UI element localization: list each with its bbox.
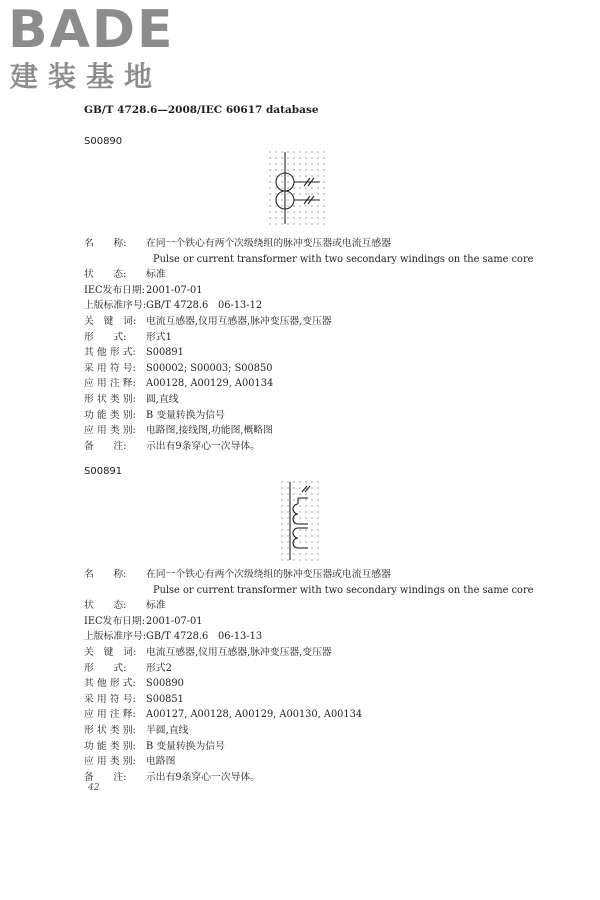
field-row: 状 态: 标准 bbox=[84, 600, 166, 612]
grid-dot bbox=[311, 481, 312, 482]
grid-dot bbox=[317, 535, 318, 536]
grid-dot bbox=[275, 157, 276, 158]
grid-dot bbox=[269, 175, 270, 176]
grid-dot bbox=[269, 163, 270, 164]
grid-dot bbox=[299, 493, 300, 494]
grid-dot bbox=[269, 193, 270, 194]
grid-dot bbox=[317, 493, 318, 494]
grid-dot bbox=[305, 511, 306, 512]
grid-dot bbox=[317, 505, 318, 506]
grid-dot bbox=[317, 511, 318, 512]
grid-dot bbox=[305, 193, 306, 194]
grid-dot bbox=[293, 157, 294, 158]
grid-dot bbox=[287, 529, 288, 530]
field-row: 其 他 形 式: S00891 bbox=[84, 347, 184, 359]
grid-dot bbox=[317, 217, 318, 218]
grid-dot bbox=[281, 499, 282, 500]
grid-dot bbox=[281, 157, 282, 158]
grid-dot bbox=[287, 199, 288, 200]
grid-dot bbox=[275, 163, 276, 164]
grid-dot bbox=[305, 517, 306, 518]
grid-dot bbox=[281, 511, 282, 512]
grid-dot bbox=[323, 211, 324, 212]
grid-dot bbox=[281, 217, 282, 218]
grid-dot bbox=[311, 505, 312, 506]
grid-dot bbox=[311, 553, 312, 554]
grid-dot bbox=[311, 529, 312, 530]
grid-dot bbox=[281, 187, 282, 188]
grid-dot bbox=[323, 199, 324, 200]
grid-dot bbox=[317, 517, 318, 518]
grid-dot bbox=[299, 511, 300, 512]
grid-dot bbox=[311, 487, 312, 488]
grid-dot bbox=[287, 193, 288, 194]
grid-dot bbox=[311, 217, 312, 218]
grid-dot bbox=[287, 523, 288, 524]
grid-dot bbox=[287, 163, 288, 164]
field-row: 功 能 类 别: B 变量转换为信号 bbox=[84, 409, 225, 421]
grid-dot bbox=[287, 541, 288, 542]
grid-dot bbox=[305, 499, 306, 500]
grid-dot bbox=[317, 169, 318, 170]
grid-dot bbox=[323, 163, 324, 164]
grid-dot bbox=[281, 481, 282, 482]
bade-logo bbox=[8, 2, 183, 94]
field-row: 形 式: 形式2 bbox=[84, 662, 172, 674]
field-row: 关 键 词: 电流互感器,仪用互感器,脉冲变压器,变压器 bbox=[84, 646, 332, 658]
grid-dot bbox=[311, 535, 312, 536]
grid-dot bbox=[269, 211, 270, 212]
grid-dot bbox=[305, 205, 306, 206]
grid-dot bbox=[287, 505, 288, 506]
grid-dot bbox=[311, 511, 312, 512]
grid-dot bbox=[287, 535, 288, 536]
grid-dot bbox=[269, 187, 270, 188]
grid-dot bbox=[299, 151, 300, 152]
grid-dot bbox=[323, 193, 324, 194]
grid-dot bbox=[317, 163, 318, 164]
grid-dot bbox=[281, 505, 282, 506]
grid-dot bbox=[305, 211, 306, 212]
grid-dot bbox=[287, 181, 288, 182]
grid-dot bbox=[311, 517, 312, 518]
grid-dot bbox=[287, 151, 288, 152]
grid-dot bbox=[311, 205, 312, 206]
grid-dot bbox=[293, 187, 294, 188]
grid-dot bbox=[317, 547, 318, 548]
symbol-id-s00890: S00890 bbox=[84, 136, 123, 147]
grid-dot bbox=[299, 157, 300, 158]
grid-dot bbox=[311, 541, 312, 542]
grid-dot bbox=[311, 187, 312, 188]
grid-dot bbox=[281, 523, 282, 524]
grid-dot bbox=[281, 529, 282, 530]
logo-text-cn: 建装基地 bbox=[10, 60, 163, 93]
grid-dot bbox=[305, 541, 306, 542]
grid-dot bbox=[281, 181, 282, 182]
grid-dot bbox=[311, 223, 312, 224]
grid-dot bbox=[287, 547, 288, 548]
grid-dot bbox=[305, 559, 306, 560]
grid-dot bbox=[287, 487, 288, 488]
grid-dot bbox=[287, 511, 288, 512]
grid-dot bbox=[317, 481, 318, 482]
grid-dot bbox=[299, 559, 300, 560]
page-number: 42 bbox=[88, 783, 100, 793]
grid-dot bbox=[281, 547, 282, 548]
entry-s00890 bbox=[84, 236, 534, 454]
grid-dot bbox=[299, 175, 300, 176]
field-row: 状 态: 标准 bbox=[84, 269, 166, 281]
grid-dot bbox=[317, 211, 318, 212]
grid-dot bbox=[305, 187, 306, 188]
symbol-diagram-s00890 bbox=[268, 150, 330, 230]
grid-dot bbox=[275, 217, 276, 218]
grid-dot bbox=[287, 175, 288, 176]
grid-dot bbox=[287, 211, 288, 212]
grid-dot bbox=[293, 499, 294, 500]
field-row: 应 用 类 别: 电路图,接线图,功能图,概略图 bbox=[84, 425, 273, 437]
grid-dot bbox=[305, 169, 306, 170]
grid-dot bbox=[323, 157, 324, 158]
grid-dot bbox=[269, 199, 270, 200]
entry-s00891 bbox=[84, 567, 534, 785]
grid-dot bbox=[293, 223, 294, 224]
grid-dot bbox=[317, 559, 318, 560]
grid-dot bbox=[317, 205, 318, 206]
grid-dot bbox=[323, 217, 324, 218]
grid-dot bbox=[287, 205, 288, 206]
grid-dot bbox=[281, 487, 282, 488]
field-row: IEC发布日期: 2001-07-01 bbox=[84, 284, 203, 296]
grid-dot bbox=[293, 523, 294, 524]
grid-dot bbox=[299, 487, 300, 488]
grid-dot bbox=[323, 151, 324, 152]
field-row: 名 称: 在同一个铁心有两个次级绕组的脉冲变压器或电流互感器 bbox=[84, 238, 391, 249]
grid-dot bbox=[311, 157, 312, 158]
grid-dot bbox=[293, 193, 294, 194]
grid-dot bbox=[299, 169, 300, 170]
grid-dot bbox=[293, 205, 294, 206]
grid-dot bbox=[299, 211, 300, 212]
grid-dot bbox=[281, 211, 282, 212]
grid-dot bbox=[311, 163, 312, 164]
grid-dot bbox=[293, 175, 294, 176]
grid-dot bbox=[293, 169, 294, 170]
grid-dot bbox=[317, 187, 318, 188]
field-row: 备 注: 示出有9条穿心一次导体。 bbox=[84, 440, 260, 452]
grid-dot bbox=[311, 151, 312, 152]
grid-dot bbox=[281, 205, 282, 206]
grid-dot bbox=[281, 175, 282, 176]
grid-dot bbox=[293, 151, 294, 152]
grid-dot bbox=[269, 223, 270, 224]
grid-dot bbox=[287, 187, 288, 188]
grid-dot bbox=[269, 205, 270, 206]
logo-text-en: BADE bbox=[8, 0, 175, 60]
grid-dot bbox=[275, 151, 276, 152]
grid-dot bbox=[323, 169, 324, 170]
grid-dot bbox=[305, 217, 306, 218]
grid-dot bbox=[305, 493, 306, 494]
grid-dot bbox=[293, 481, 294, 482]
grid-dot bbox=[275, 187, 276, 188]
grid-dot bbox=[305, 535, 306, 536]
grid-dot bbox=[317, 223, 318, 224]
grid-dot bbox=[281, 169, 282, 170]
grid-dot bbox=[287, 559, 288, 560]
grid-dot bbox=[311, 211, 312, 212]
grid-dot bbox=[305, 529, 306, 530]
field-row: 关 键 词: 电流互感器,仪用互感器,脉冲变压器,变压器 bbox=[84, 315, 332, 327]
grid-dot bbox=[299, 535, 300, 536]
field-row-english-name: Pulse or current transformer with two secondary windings on the same core bbox=[153, 584, 534, 596]
grid-dot bbox=[311, 175, 312, 176]
grid-dot bbox=[299, 505, 300, 506]
grid-dot bbox=[305, 505, 306, 506]
standard-header: GB/T 4728.6—2008/IEC 60617 database bbox=[84, 104, 319, 116]
grid-dot bbox=[275, 223, 276, 224]
grid-dot bbox=[275, 205, 276, 206]
grid-dot bbox=[281, 163, 282, 164]
field-row: 形 状 类 别: 圆,直线 bbox=[84, 393, 179, 405]
field-row: 应 用 注 释: A00128, A00129, A00134 bbox=[84, 378, 274, 390]
field-row: 上版标准序号: GB/T 4728.6 06-13-12 bbox=[84, 300, 263, 312]
grid-dot bbox=[287, 553, 288, 554]
grid-dot bbox=[317, 523, 318, 524]
symbol-id-s00891: S00891 bbox=[84, 466, 123, 477]
grid-dot bbox=[293, 493, 294, 494]
grid-dot bbox=[317, 529, 318, 530]
grid-dot bbox=[311, 193, 312, 194]
grid-dot bbox=[275, 175, 276, 176]
grid-dot bbox=[281, 541, 282, 542]
grid-dot bbox=[293, 559, 294, 560]
grid-dot bbox=[293, 547, 294, 548]
grid-dot bbox=[311, 559, 312, 560]
grid-dot bbox=[269, 151, 270, 152]
field-row: 形 状 类 别: 半圆,直线 bbox=[84, 724, 189, 736]
grid-dot bbox=[305, 157, 306, 158]
grid-dot bbox=[293, 211, 294, 212]
grid-dot bbox=[281, 517, 282, 518]
grid-dot bbox=[287, 169, 288, 170]
grid-dot bbox=[275, 193, 276, 194]
grid-dot bbox=[281, 553, 282, 554]
grid-dot bbox=[281, 559, 282, 560]
grid-dot bbox=[299, 217, 300, 218]
grid-dot bbox=[269, 157, 270, 158]
grid-dot bbox=[323, 223, 324, 224]
grid-dot bbox=[299, 205, 300, 206]
grid-dot bbox=[287, 217, 288, 218]
grid-dot bbox=[269, 181, 270, 182]
grid-dot bbox=[281, 223, 282, 224]
grid-dot bbox=[299, 223, 300, 224]
grid-dot bbox=[317, 193, 318, 194]
grid-dot bbox=[287, 481, 288, 482]
grid-dot bbox=[293, 217, 294, 218]
field-row: 采 用 符 号: S00851 bbox=[84, 693, 184, 705]
grid-dot bbox=[293, 487, 294, 488]
grid-dot bbox=[287, 493, 288, 494]
grid-dot bbox=[317, 151, 318, 152]
grid-dot bbox=[317, 499, 318, 500]
grid-dot bbox=[281, 199, 282, 200]
grid-dot bbox=[299, 193, 300, 194]
grid-dot bbox=[299, 187, 300, 188]
grid-dot bbox=[317, 541, 318, 542]
grid-dot bbox=[311, 493, 312, 494]
grid-dot bbox=[287, 223, 288, 224]
grid-dot bbox=[281, 535, 282, 536]
grid-dot bbox=[317, 487, 318, 488]
field-row: 功 能 类 别: B 变量转换为信号 bbox=[84, 740, 225, 752]
grid-dot bbox=[311, 169, 312, 170]
grid-dot bbox=[311, 547, 312, 548]
grid-dot bbox=[269, 217, 270, 218]
field-row: 形 式: 形式1 bbox=[84, 331, 172, 343]
grid-dot bbox=[323, 181, 324, 182]
grid-dot bbox=[275, 211, 276, 212]
grid-dot bbox=[299, 517, 300, 518]
grid-dot bbox=[299, 481, 300, 482]
field-row-english-name: Pulse or current transformer with two secondary windings on the same core bbox=[153, 253, 534, 265]
field-row: 应 用 类 别: 电路图 bbox=[84, 756, 176, 768]
grid-dot bbox=[311, 523, 312, 524]
grid-dot bbox=[269, 169, 270, 170]
grid-dot bbox=[305, 553, 306, 554]
grid-dot bbox=[299, 553, 300, 554]
grid-dot bbox=[287, 517, 288, 518]
grid-dot bbox=[305, 163, 306, 164]
field-row: 采 用 符 号: S00002; S00003; S00850 bbox=[84, 362, 273, 374]
field-row: 名 称: 在同一个铁心有两个次级绕组的脉冲变压器或电流互感器 bbox=[84, 569, 391, 580]
grid-dot bbox=[299, 529, 300, 530]
grid-dot bbox=[275, 169, 276, 170]
grid-dot bbox=[299, 499, 300, 500]
grid-dot bbox=[323, 205, 324, 206]
grid-dot bbox=[317, 175, 318, 176]
grid-dot bbox=[299, 163, 300, 164]
grid-dot bbox=[323, 187, 324, 188]
grid-dot bbox=[317, 553, 318, 554]
grid-dot bbox=[281, 193, 282, 194]
field-row: 上版标准序号: GB/T 4728.6 06-13-13 bbox=[84, 631, 263, 643]
grid-dot bbox=[299, 541, 300, 542]
grid-dot bbox=[305, 175, 306, 176]
grid-dot bbox=[293, 163, 294, 164]
field-row: 备 注: 示出有9条穿心一次导体。 bbox=[84, 771, 260, 783]
field-row: 应 用 注 释: A00127, A00128, A00129, A00130, A00134 bbox=[84, 709, 363, 721]
grid-dot bbox=[317, 157, 318, 158]
grid-dot bbox=[293, 553, 294, 554]
symbol-diagram-s00891 bbox=[280, 480, 322, 566]
grid-dot bbox=[287, 499, 288, 500]
grid-dot bbox=[311, 499, 312, 500]
field-row: IEC发布日期: 2001-07-01 bbox=[84, 615, 203, 627]
grid-dot bbox=[281, 151, 282, 152]
grid-dot bbox=[287, 157, 288, 158]
grid-dot bbox=[305, 223, 306, 224]
field-row: 其 他 形 式: S00890 bbox=[84, 678, 184, 690]
grid-dot bbox=[305, 151, 306, 152]
grid-dot bbox=[281, 493, 282, 494]
grid-dot bbox=[305, 481, 306, 482]
grid-dot bbox=[323, 175, 324, 176]
